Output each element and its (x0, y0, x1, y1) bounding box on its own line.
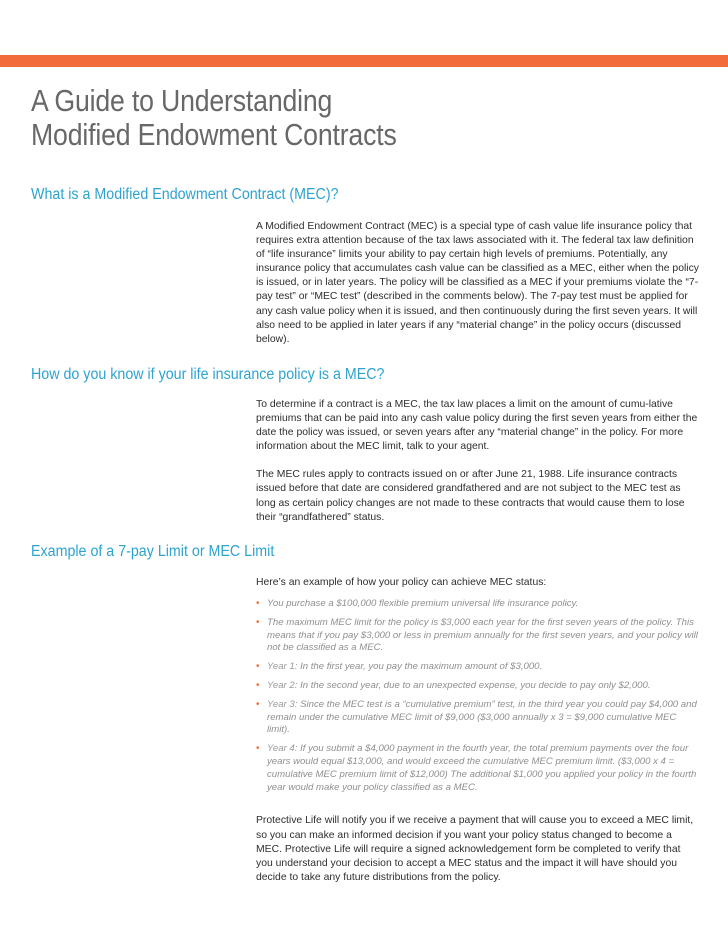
bullet-text: In the first year, you pay the maximum amount of $3,000. (300, 661, 543, 673)
bullet-lead: Year 3: (267, 698, 298, 710)
bullet-icon: • (256, 698, 260, 710)
section-body-what-is-mec (256, 220, 700, 347)
list-item (256, 743, 700, 794)
list-item (256, 598, 700, 611)
bullet-text: In the second year, due to an unexpected expense, you decide to pay only $2,000. (300, 680, 651, 692)
section-body-example (256, 576, 700, 885)
list-item (256, 680, 700, 693)
section-heading-how-do-you-know: How do you know if your life insurance policy is a MEC? (31, 366, 385, 383)
page-title-line-2: Modified Endowment Contracts (31, 117, 397, 152)
bullet-lead: Year 1: (267, 661, 298, 673)
section-heading-what-is-mec: What is a Modified Endowment Contract (MEC)? (31, 186, 339, 203)
bullet-text: The maximum MEC limit for the policy is $3,000 each year for the first seven years of the policy. This means that if you pay $3,000 or less in premium annually for the first seven years, and your policy will not be classified as a MEC. (267, 616, 698, 654)
example-intro: Here’s an example of how your policy can achieve MEC status: (256, 577, 547, 588)
bullet-icon: • (256, 598, 260, 610)
header-accent-bar (0, 55, 728, 67)
bullet-text: You purchase a $100,000 flexible premium universal life insurance policy. (267, 598, 579, 610)
section-heading-example: Example of a 7-pay Limit or MEC Limit (31, 543, 275, 560)
bullet-lead: Year 4: (267, 743, 298, 755)
bullet-icon: • (256, 680, 260, 692)
closing-paragraph: Protective Life will notify you if we receive a payment that will cause you to exceed a MEC limit, so you can make an informed decision if you want your policy status changed to become a MEC. Protective Life will require a signed acknowledgement form be completed to verify that you understand your decision to accept a MEC status and the impact it will have should you decide to take any future distributions from the policy. (256, 815, 694, 883)
section-body-how-do-you-know (256, 398, 700, 525)
list-item (256, 661, 700, 674)
bullet-text: If you submit a $4,000 payment in the fourth year, the total premium payments over the four years would equal $13,000, and would exceed the cumulative MEC premium limit. ($3,000 x 4 = cumulative MEC premium limit of $12,000) The additional $1,000 you applied your policy in the fourth year would make your policy classified as a MEC. (267, 743, 697, 793)
example-bullet-list (256, 598, 700, 794)
paragraph: To determine if a contract is a MEC, the tax law places a limit on the amount of cumu-lative premiums that can be paid into any cash value policy during the first seven years from either the date the policy was issued, or seven years after any “material change” in the policy. For more information about the MEC limit, talk to your agent. (256, 399, 698, 453)
paragraph: A Modified Endowment Contract (MEC) is a special type of cash value life insurance policy that requires extra attention because of the tax laws associated with it. The federal tax law definition of “life insurance” limits your ability to pay certain high levels of premiums. Potentially, any insurance policy that accumulates cash value can be classified as a MEC, either when the policy is issued, or in later years. The policy will be classified as a MEC if your premiums violate the “7-pay test” or “MEC test” (described in the comments below). The 7-pay test must be applied for any cash value policy when it is issued, and then continuously during the first seven years. It will also need to be applied in later years if any “material change” in the policy occurs (discussed below). (256, 221, 699, 345)
page-title-line-1: A Guide to Understanding (31, 83, 333, 118)
paragraph: The MEC rules apply to contracts issued on or after June 21, 1988. Life insurance contracts issued before that date are considered grandfathered and are not subject to the MEC test as long as certain policy changes are not made to these contracts that would cause them to lose their “grandfathered” status. (256, 469, 685, 523)
list-item (256, 699, 700, 737)
bullet-lead: Year 2: (267, 680, 298, 692)
page-title (31, 84, 397, 152)
list-item (256, 617, 700, 655)
bullet-icon: • (256, 743, 260, 755)
bullet-text: Since the MEC test is a “cumulative premium” test, in the third year you could pay $4,000 and remain under the cumulative MEC limit of $9,000 ($3,000 annually x 3 = $9,000 cumulative MEC limit). (267, 698, 697, 736)
bullet-icon: • (256, 616, 260, 628)
bullet-icon: • (256, 661, 260, 673)
